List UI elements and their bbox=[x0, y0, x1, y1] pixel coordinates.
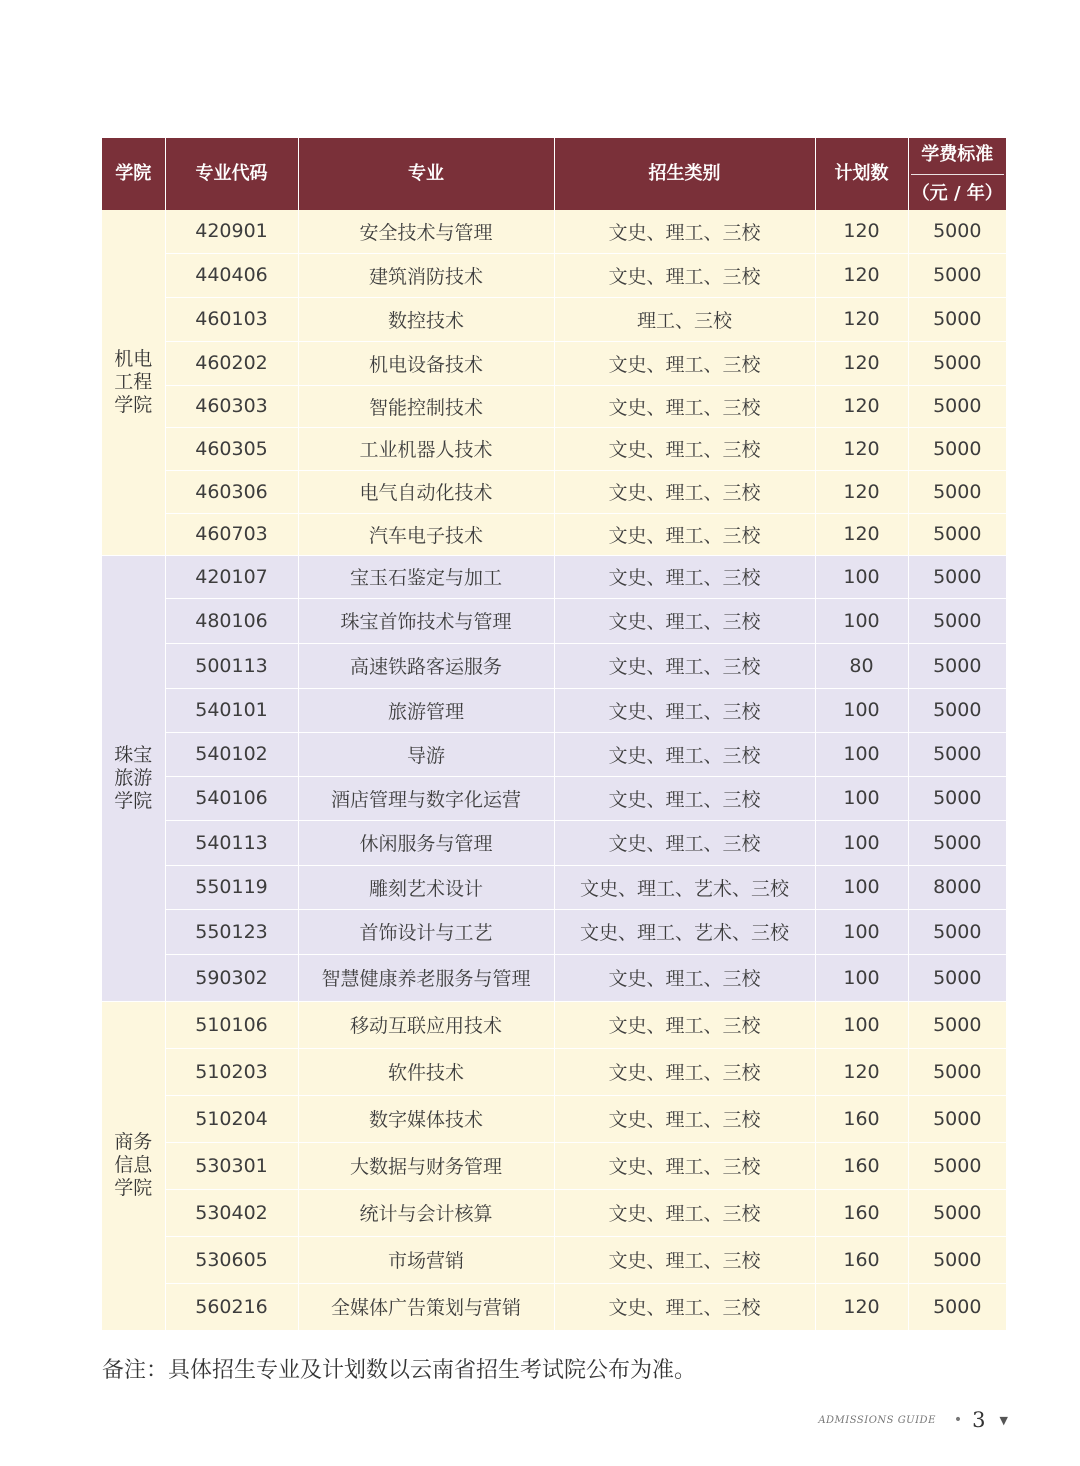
table-row bbox=[102, 776, 1006, 820]
bullet-dot: • bbox=[953, 1412, 963, 1428]
cell-category: 文史、理工、三校 bbox=[554, 776, 815, 820]
cell-fee: 5000 bbox=[908, 513, 1006, 555]
cell-fee: 5000 bbox=[908, 688, 1006, 732]
header-category: 招生类别 bbox=[554, 138, 815, 210]
table-row bbox=[102, 555, 1006, 598]
header-plan: 计划数 bbox=[815, 138, 908, 210]
cell-code: 530301 bbox=[165, 1142, 298, 1189]
cell-category: 理工、三校 bbox=[554, 297, 815, 341]
cell-fee: 5000 bbox=[908, 555, 1006, 598]
cell-plan: 120 bbox=[815, 427, 908, 470]
cell-code: 420107 bbox=[165, 555, 298, 598]
table-row bbox=[102, 820, 1006, 865]
cell-code: 510106 bbox=[165, 1001, 298, 1048]
cell-code: 530402 bbox=[165, 1189, 298, 1236]
cell-major: 数控技术 bbox=[298, 297, 554, 341]
cell-code: 460703 bbox=[165, 513, 298, 555]
college-name-line: 旅游 bbox=[114, 766, 153, 789]
cell-major: 安全技术与管理 bbox=[298, 210, 554, 253]
cell-fee: 5000 bbox=[908, 776, 1006, 820]
table-row bbox=[102, 385, 1006, 427]
cell-category: 文史、理工、三校 bbox=[554, 210, 815, 253]
cell-major: 工业机器人技术 bbox=[298, 427, 554, 470]
college-name-line: 珠宝 bbox=[114, 743, 153, 766]
cell-major: 导游 bbox=[298, 732, 554, 776]
cell-category: 文史、理工、三校 bbox=[554, 427, 815, 470]
cell-fee: 8000 bbox=[908, 865, 1006, 909]
table-row bbox=[102, 1189, 1006, 1236]
cell-major: 休闲服务与管理 bbox=[298, 820, 554, 865]
cell-major: 软件技术 bbox=[298, 1048, 554, 1095]
cell-plan: 120 bbox=[815, 513, 908, 555]
table-row bbox=[102, 253, 1006, 297]
cell-code: 540101 bbox=[165, 688, 298, 732]
header-fee-line2: （元 / 年） bbox=[911, 182, 1003, 204]
cell-major: 移动互联应用技术 bbox=[298, 1001, 554, 1048]
cell-plan: 100 bbox=[815, 954, 908, 1001]
cell-plan: 120 bbox=[815, 470, 908, 513]
admissions-guide-label: ADMISSIONS GUIDE bbox=[818, 1414, 936, 1426]
cell-fee: 5000 bbox=[908, 1095, 1006, 1142]
cell-fee: 5000 bbox=[908, 643, 1006, 688]
cell-plan: 120 bbox=[815, 210, 908, 253]
table-row bbox=[102, 909, 1006, 954]
cell-fee: 5000 bbox=[908, 1283, 1006, 1330]
page-footer bbox=[818, 1408, 1008, 1432]
cell-code: 420901 bbox=[165, 210, 298, 253]
cell-category: 文史、理工、三校 bbox=[554, 1142, 815, 1189]
table-row bbox=[102, 1048, 1006, 1095]
footnote: 备注：具体招生专业及计划数以云南省招生考试院公布为准。 bbox=[102, 1358, 697, 1383]
cell-major: 高速铁路客运服务 bbox=[298, 643, 554, 688]
table-row bbox=[102, 1283, 1006, 1330]
cell-major: 汽车电子技术 bbox=[298, 513, 554, 555]
cell-major: 智慧健康养老服务与管理 bbox=[298, 954, 554, 1001]
college-name-line: 商务 bbox=[114, 1131, 153, 1153]
cell-category: 文史、理工、三校 bbox=[554, 1283, 815, 1330]
cell-category: 文史、理工、三校 bbox=[554, 1095, 815, 1142]
table-row bbox=[102, 688, 1006, 732]
cell-fee: 5000 bbox=[908, 1236, 1006, 1283]
cell-major: 智能控制技术 bbox=[298, 385, 554, 427]
cell-plan: 160 bbox=[815, 1095, 908, 1142]
cell-fee: 5000 bbox=[908, 598, 1006, 643]
cell-fee: 5000 bbox=[908, 732, 1006, 776]
header-college: 学院 bbox=[102, 138, 165, 210]
cell-fee: 5000 bbox=[908, 297, 1006, 341]
cell-category: 文史、理工、三校 bbox=[554, 385, 815, 427]
cell-major: 电气自动化技术 bbox=[298, 470, 554, 513]
cell-fee: 5000 bbox=[908, 385, 1006, 427]
cell-fee: 5000 bbox=[908, 427, 1006, 470]
cell-category: 文史、理工、三校 bbox=[554, 1001, 815, 1048]
cell-plan: 160 bbox=[815, 1189, 908, 1236]
cell-plan: 80 bbox=[815, 643, 908, 688]
table-row bbox=[102, 427, 1006, 470]
table-row bbox=[102, 341, 1006, 385]
table-row bbox=[102, 732, 1006, 776]
cell-fee: 5000 bbox=[908, 820, 1006, 865]
cell-code: 560216 bbox=[165, 1283, 298, 1330]
cell-plan: 120 bbox=[815, 1048, 908, 1095]
cell-category: 文史、理工、三校 bbox=[554, 341, 815, 385]
cell-plan: 100 bbox=[815, 909, 908, 954]
cell-fee: 5000 bbox=[908, 253, 1006, 297]
cell-category: 文史、理工、三校 bbox=[554, 253, 815, 297]
cell-code: 550119 bbox=[165, 865, 298, 909]
table-row bbox=[102, 1001, 1006, 1048]
cell-code: 590302 bbox=[165, 954, 298, 1001]
cell-plan: 120 bbox=[815, 1283, 908, 1330]
table-row bbox=[102, 1236, 1006, 1283]
table-row bbox=[102, 470, 1006, 513]
page-number: 3 bbox=[972, 1408, 986, 1432]
college-cell bbox=[102, 210, 165, 555]
cell-category: 文史、理工、三校 bbox=[554, 1189, 815, 1236]
cell-code: 550123 bbox=[165, 909, 298, 954]
cell-fee: 5000 bbox=[908, 909, 1006, 954]
college-cell bbox=[102, 555, 165, 1001]
cell-category: 文史、理工、三校 bbox=[554, 513, 815, 555]
cell-plan: 100 bbox=[815, 732, 908, 776]
cell-fee: 5000 bbox=[908, 1001, 1006, 1048]
cell-category: 文史、理工、三校 bbox=[554, 954, 815, 1001]
cell-plan: 100 bbox=[815, 865, 908, 909]
cell-code: 540113 bbox=[165, 820, 298, 865]
college-name-line: 学院 bbox=[114, 1177, 153, 1199]
cell-plan: 100 bbox=[815, 1001, 908, 1048]
cell-code: 500113 bbox=[165, 643, 298, 688]
cell-plan: 120 bbox=[815, 385, 908, 427]
table-body bbox=[102, 210, 1006, 1330]
cell-major: 旅游管理 bbox=[298, 688, 554, 732]
cell-major: 宝玉石鉴定与加工 bbox=[298, 555, 554, 598]
cell-category: 文史、理工、艺术、三校 bbox=[554, 909, 815, 954]
cell-code: 510203 bbox=[165, 1048, 298, 1095]
cell-major: 数字媒体技术 bbox=[298, 1095, 554, 1142]
cell-code: 540102 bbox=[165, 732, 298, 776]
cell-plan: 100 bbox=[815, 555, 908, 598]
cell-category: 文史、理工、三校 bbox=[554, 470, 815, 513]
cell-code: 480106 bbox=[165, 598, 298, 643]
cell-fee: 5000 bbox=[908, 210, 1006, 253]
table-row bbox=[102, 954, 1006, 1001]
cell-category: 文史、理工、三校 bbox=[554, 688, 815, 732]
table-header bbox=[102, 138, 1006, 210]
cell-category: 文史、理工、三校 bbox=[554, 1048, 815, 1095]
table-row bbox=[102, 865, 1006, 909]
cell-major: 雕刻艺术设计 bbox=[298, 865, 554, 909]
cell-plan: 120 bbox=[815, 341, 908, 385]
table-row bbox=[102, 1142, 1006, 1189]
cell-plan: 100 bbox=[815, 776, 908, 820]
college-name-line: 学院 bbox=[114, 393, 153, 416]
cell-major: 珠宝首饰技术与管理 bbox=[298, 598, 554, 643]
cell-major: 大数据与财务管理 bbox=[298, 1142, 554, 1189]
table-row bbox=[102, 598, 1006, 643]
header-code: 专业代码 bbox=[165, 138, 298, 210]
cell-code: 460306 bbox=[165, 470, 298, 513]
college-cell bbox=[102, 1001, 165, 1330]
cell-code: 460303 bbox=[165, 385, 298, 427]
cell-fee: 5000 bbox=[908, 1189, 1006, 1236]
cell-plan: 100 bbox=[815, 820, 908, 865]
cell-major: 市场营销 bbox=[298, 1236, 554, 1283]
college-name-line: 学院 bbox=[114, 789, 153, 812]
cell-code: 460103 bbox=[165, 297, 298, 341]
table-row bbox=[102, 643, 1006, 688]
cell-major: 首饰设计与工艺 bbox=[298, 909, 554, 954]
table-row bbox=[102, 210, 1006, 253]
cell-fee: 5000 bbox=[908, 470, 1006, 513]
cell-plan: 120 bbox=[815, 297, 908, 341]
cell-category: 文史、理工、三校 bbox=[554, 732, 815, 776]
cell-major: 酒店管理与数字化运营 bbox=[298, 776, 554, 820]
cell-fee: 5000 bbox=[908, 341, 1006, 385]
triangle-down-icon: ▼ bbox=[999, 1413, 1008, 1427]
cell-fee: 5000 bbox=[908, 954, 1006, 1001]
table-row bbox=[102, 297, 1006, 341]
cell-category: 文史、理工、艺术、三校 bbox=[554, 865, 815, 909]
cell-code: 440406 bbox=[165, 253, 298, 297]
header-fee bbox=[908, 138, 1006, 210]
cell-plan: 100 bbox=[815, 598, 908, 643]
header-major: 专业 bbox=[298, 138, 554, 210]
cell-category: 文史、理工、三校 bbox=[554, 643, 815, 688]
college-name-line: 信息 bbox=[114, 1154, 153, 1176]
cell-code: 530605 bbox=[165, 1236, 298, 1283]
cell-code: 510204 bbox=[165, 1095, 298, 1142]
cell-plan: 100 bbox=[815, 688, 908, 732]
cell-major: 全媒体广告策划与营销 bbox=[298, 1283, 554, 1330]
enrollment-table bbox=[102, 138, 1006, 1331]
cell-code: 460202 bbox=[165, 341, 298, 385]
table-row bbox=[102, 1095, 1006, 1142]
cell-category: 文史、理工、三校 bbox=[554, 1236, 815, 1283]
cell-plan: 160 bbox=[815, 1142, 908, 1189]
cell-plan: 120 bbox=[815, 253, 908, 297]
cell-major: 建筑消防技术 bbox=[298, 253, 554, 297]
cell-major: 机电设备技术 bbox=[298, 341, 554, 385]
cell-category: 文史、理工、三校 bbox=[554, 598, 815, 643]
cell-fee: 5000 bbox=[908, 1048, 1006, 1095]
cell-plan: 160 bbox=[815, 1236, 908, 1283]
cell-fee: 5000 bbox=[908, 1142, 1006, 1189]
cell-category: 文史、理工、三校 bbox=[554, 555, 815, 598]
cell-category: 文史、理工、三校 bbox=[554, 820, 815, 865]
cell-code: 540106 bbox=[165, 776, 298, 820]
cell-code: 460305 bbox=[165, 427, 298, 470]
header-fee-line1: 学费标准 bbox=[911, 144, 1005, 175]
college-name-line: 工程 bbox=[114, 370, 153, 393]
college-name-line: 机电 bbox=[114, 347, 153, 370]
cell-major: 统计与会计核算 bbox=[298, 1189, 554, 1236]
table-row bbox=[102, 513, 1006, 555]
